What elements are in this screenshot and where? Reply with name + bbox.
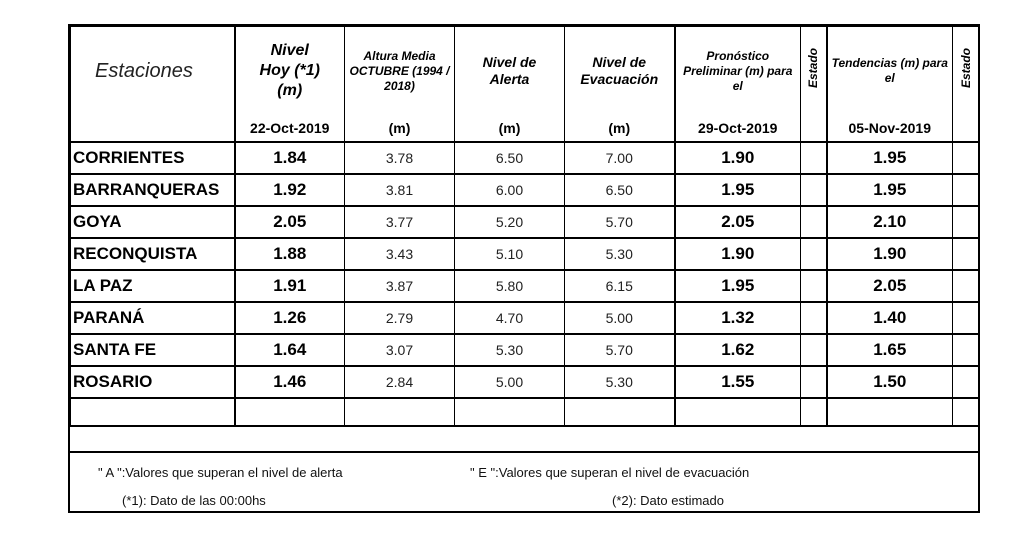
nivel-evacuacion: 6.50 xyxy=(565,174,675,206)
tendencia: 2.05 xyxy=(827,270,953,302)
nivel-alerta: 6.50 xyxy=(455,142,565,174)
tendencia: 2.10 xyxy=(827,206,953,238)
estado-1 xyxy=(801,270,827,302)
stations-header: Estaciones xyxy=(71,27,235,116)
nivel-evacuacion: 5.70 xyxy=(565,334,675,366)
nivel-alerta-header: Nivel de Alerta xyxy=(482,54,537,87)
nivel-hoy: 1.26 xyxy=(235,302,345,334)
estado-1 xyxy=(801,366,827,398)
station-name: BARRANQUERAS xyxy=(71,174,235,206)
station-name: LA PAZ xyxy=(71,270,235,302)
tendencias-header: Tendencias (m) para el xyxy=(831,56,948,85)
station-name: CORRIENTES xyxy=(71,142,235,174)
unit-alerta: (m) xyxy=(455,115,565,142)
altura-media: 3.87 xyxy=(345,270,455,302)
nivel-evacuacion-header: Nivel de Evacuación xyxy=(580,54,659,87)
estado-2 xyxy=(953,334,979,366)
header-row xyxy=(71,27,979,116)
nivel-alerta: 5.80 xyxy=(455,270,565,302)
nivel-hoy: 1.64 xyxy=(235,334,345,366)
tendencia: 1.95 xyxy=(827,142,953,174)
station-name: SANTA FE xyxy=(71,334,235,366)
tendencia: 1.95 xyxy=(827,174,953,206)
legend-dato-estimado: (*2): Dato estimado xyxy=(612,493,724,508)
station-name: ROSARIO xyxy=(71,366,235,398)
estado-2 xyxy=(953,302,979,334)
nivel-evacuacion: 5.70 xyxy=(565,206,675,238)
estado-sub-1 xyxy=(801,115,827,142)
nivel-alerta: 4.70 xyxy=(455,302,565,334)
nivel-alerta: 6.00 xyxy=(455,174,565,206)
table-row xyxy=(71,270,979,302)
pronostico: 1.32 xyxy=(675,302,801,334)
nivel-evacuacion: 5.30 xyxy=(565,366,675,398)
empty-cell xyxy=(827,398,953,427)
tendencia: 1.65 xyxy=(827,334,953,366)
pronostico: 1.95 xyxy=(675,270,801,302)
stations-subheader xyxy=(71,115,235,142)
pronostico: 1.62 xyxy=(675,334,801,366)
river-levels-table-frame xyxy=(68,24,980,513)
fecha-tendencia: 05-Nov-2019 xyxy=(827,115,953,142)
estado-2 xyxy=(953,142,979,174)
pronostico-header: Pronóstico Preliminar (m) para el xyxy=(683,48,793,93)
estado-2 xyxy=(953,174,979,206)
nivel-evacuacion: 5.30 xyxy=(565,238,675,270)
pronostico: 1.95 xyxy=(675,174,801,206)
legend-alerta: " A ":Valores que superan el nivel de alerta xyxy=(98,465,343,480)
table-row xyxy=(71,142,979,174)
pronostico: 2.05 xyxy=(675,206,801,238)
tendencia: 1.90 xyxy=(827,238,953,270)
nivel-hoy: 1.84 xyxy=(235,142,345,174)
estado-1 xyxy=(801,302,827,334)
nivel-evacuacion: 5.00 xyxy=(565,302,675,334)
empty-row xyxy=(71,398,979,427)
altura-media: 3.81 xyxy=(345,174,455,206)
legend-dato-hora: (*1): Dato de las 00:00hs xyxy=(122,493,266,508)
estado-1 xyxy=(801,334,827,366)
tendencia: 1.40 xyxy=(827,302,953,334)
estado-2 xyxy=(953,270,979,302)
station-name: GOYA xyxy=(71,206,235,238)
nivel-hoy: 1.91 xyxy=(235,270,345,302)
empty-cell xyxy=(953,398,979,427)
nivel-hoy: 2.05 xyxy=(235,206,345,238)
altura-media: 2.84 xyxy=(345,366,455,398)
pronostico: 1.90 xyxy=(675,238,801,270)
fecha-pronostico: 29-Oct-2019 xyxy=(675,115,801,142)
altura-media: 3.43 xyxy=(345,238,455,270)
estado-2 xyxy=(953,206,979,238)
nivel-hoy-header: Nivel Hoy (*1) (m) xyxy=(259,42,320,99)
nivel-evacuacion: 7.00 xyxy=(565,142,675,174)
table-row xyxy=(71,174,979,206)
estado-2 xyxy=(953,366,979,398)
blank-band xyxy=(70,425,978,453)
estado-header-1: Estado xyxy=(806,48,821,89)
altura-media: 3.07 xyxy=(345,334,455,366)
estado-1 xyxy=(801,238,827,270)
nivel-hoy: 1.46 xyxy=(235,366,345,398)
river-levels-table xyxy=(70,26,979,427)
empty-cell xyxy=(455,398,565,427)
estado-2 xyxy=(953,238,979,270)
nivel-alerta: 5.10 xyxy=(455,238,565,270)
fecha-hoy: 22-Oct-2019 xyxy=(235,115,345,142)
altura-media-header: Altura Media OCTUBRE (1994 / 2018) xyxy=(349,48,450,93)
table-row xyxy=(71,366,979,398)
nivel-hoy: 1.88 xyxy=(235,238,345,270)
empty-cell xyxy=(565,398,675,427)
station-name: PARANÁ xyxy=(71,302,235,334)
table-row xyxy=(71,206,979,238)
empty-cell xyxy=(71,398,235,427)
empty-cell xyxy=(235,398,345,427)
empty-cell xyxy=(345,398,455,427)
estado-1 xyxy=(801,174,827,206)
legend-evacuacion: " E ":Valores que superan el nivel de evacuación xyxy=(470,465,750,480)
nivel-alerta: 5.00 xyxy=(455,366,565,398)
pronostico: 1.55 xyxy=(675,366,801,398)
table-row xyxy=(71,334,979,366)
altura-media: 3.78 xyxy=(345,142,455,174)
unit-media: (m) xyxy=(345,115,455,142)
estado-1 xyxy=(801,142,827,174)
nivel-evacuacion: 6.15 xyxy=(565,270,675,302)
pronostico: 1.90 xyxy=(675,142,801,174)
header-subrow xyxy=(71,115,979,142)
altura-media: 2.79 xyxy=(345,302,455,334)
table-row xyxy=(71,238,979,270)
nivel-alerta: 5.20 xyxy=(455,206,565,238)
empty-cell xyxy=(801,398,827,427)
unit-evacuacion: (m) xyxy=(565,115,675,142)
nivel-alerta: 5.30 xyxy=(455,334,565,366)
table-row xyxy=(71,302,979,334)
nivel-hoy: 1.92 xyxy=(235,174,345,206)
empty-cell xyxy=(675,398,801,427)
altura-media: 3.77 xyxy=(345,206,455,238)
estado-1 xyxy=(801,206,827,238)
estado-sub-2 xyxy=(953,115,979,142)
tendencia: 1.50 xyxy=(827,366,953,398)
estado-header-2: Estado xyxy=(958,48,973,89)
station-name: RECONQUISTA xyxy=(71,238,235,270)
